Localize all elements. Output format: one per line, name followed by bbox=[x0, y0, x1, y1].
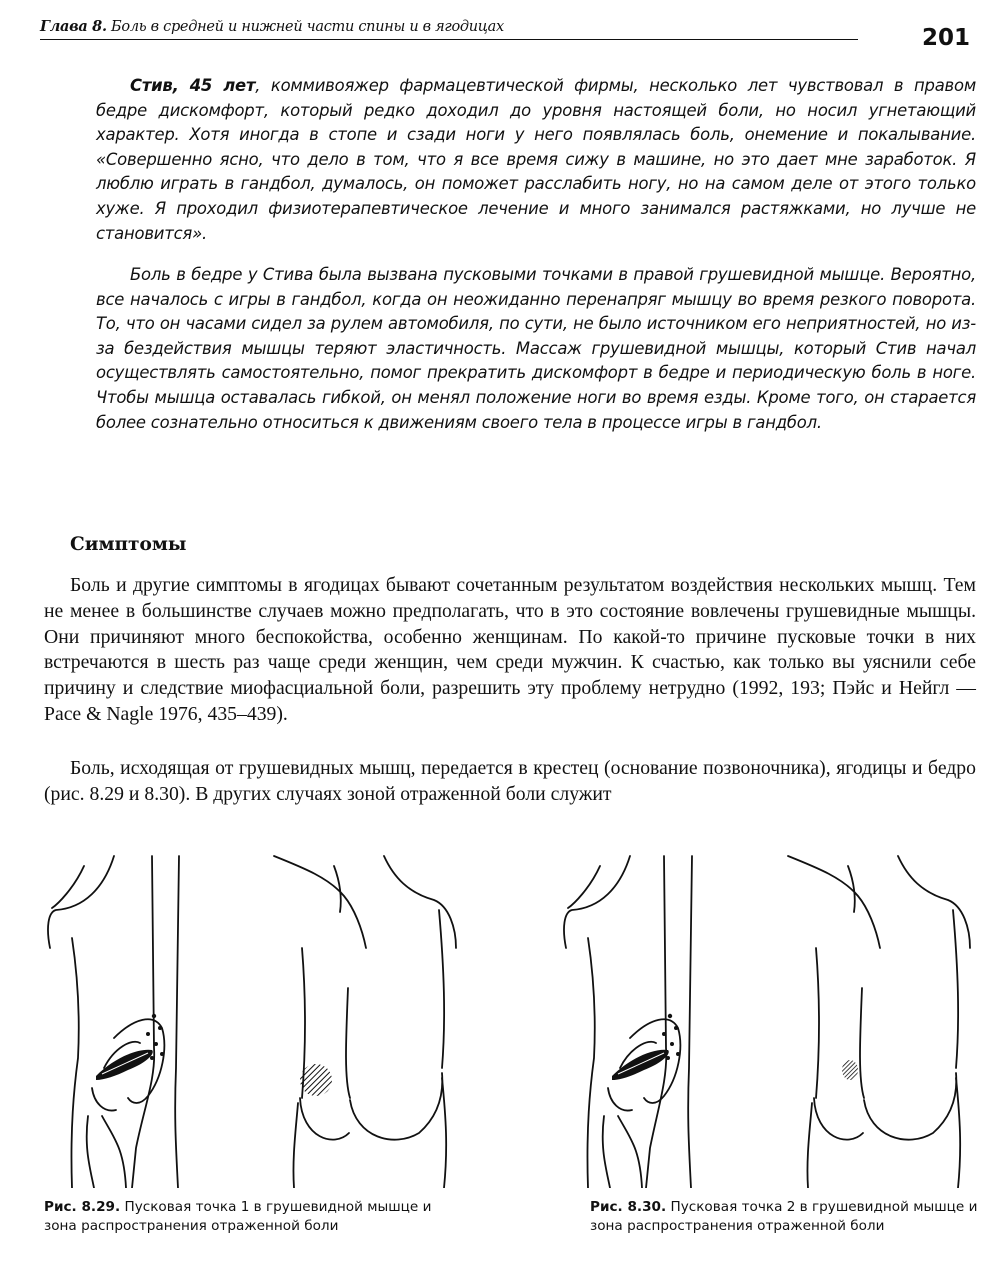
figure-8-30 bbox=[560, 848, 980, 1188]
body-text-2: Боль, исходящая от грушевидных мышц, передается в крестец (основание позвоночника), ягодицы и бедро (рис. 8.29 и 8.30). В других случаях зоной отраженной боли служит bbox=[44, 757, 976, 805]
figure-8-29 bbox=[44, 848, 464, 1188]
figure-8-30-caption bbox=[590, 1198, 990, 1236]
body-text-1: Боль и другие симптомы в ягодицах бывают сочетанным результатом воздействия нескольких мышц. Тем не менее в большинстве случаев можно предполагать, что в это состояние вовлечены грушевидные мышцы. Они причиняют много беспокойства, особенно женщинам. По какой-то причине пусковые точки в них встречаются в шесть раз чаще среди женщин, чем среди мужчин. К счастью, как только вы уяснили себе причину и следствие миофасциальной боли, разрешить эту проблему нетрудно (1992, 193; Пэйс и Нейгл — Pace & Nagle 1976, 435–439). bbox=[44, 574, 976, 725]
case-study-paragraph-2 bbox=[96, 263, 976, 435]
chapter-title: Боль в средней и нижней части спины и в ягодицах bbox=[111, 19, 504, 35]
case-study-text-2: Боль в бедре у Стива была вызвана пусковыми точками в правой грушевидной мышце. Вероятно, все началось с игры в гандбол, когда он неожиданно перенапряг мышцу во время резкого поворота. То, что он часами сидел за рулем автомобиля, по сути, не было источником его неприятностей, но из-за бездействия мышцы теряют эластичность. Массаж грушевидной мышцы, который Стив начал осуществлять самостоятельно, помог прекратить дискомфорт в бедре и периодическую боль в ноге. Чтобы мышца оставалась гибкой, он менял положение ноги во время езды. Кроме того, он старается более сознательно относиться к движениям своего тела в процессе игры в гандбол. bbox=[96, 265, 976, 432]
figure-8-30-caption-text: Пусковая точка 2 в грушевидной мышце и зона распространения отраженной боли bbox=[590, 1199, 978, 1234]
case-study-paragraph-1 bbox=[96, 74, 976, 246]
body-paragraph-1 bbox=[44, 573, 976, 728]
case-study-name: Стив, 45 лет bbox=[130, 76, 256, 95]
figure-8-29-label: Рис. 8.29. bbox=[44, 1199, 121, 1215]
case-study-text-1: , коммивояжер фармацевтической фирмы, несколько лет чувствовал в правом бедре дискомфорт, который редко доходил до уровня настоящей боли, но носил угнетающий характер. Хотя иногда в стопе и сзади ноги у него появлялась боль, онемение и покалывание. «Совершенно ясно, что дело в том, что я все время сижу в машине, но это дает мне заработок. Я люблю играть в гандбол, думалось, он поможет расслабить ногу, но на самом деле от этого только хуже. Я проходил физиотерапевтическое лечение и много занимался растяжками, но лучше не становится». bbox=[96, 76, 976, 243]
back-illustration-8-30 bbox=[560, 848, 980, 1188]
section-title: Симптомы bbox=[70, 534, 187, 555]
page-number: 201 bbox=[921, 25, 970, 51]
running-head bbox=[40, 18, 504, 35]
figure-8-29-caption-text: Пусковая точка 1 в грушевидной мышце и зона распространения отраженной боли bbox=[44, 1199, 432, 1234]
figure-8-29-caption bbox=[44, 1198, 444, 1236]
body-paragraph-2 bbox=[44, 756, 976, 808]
back-illustration-8-29 bbox=[44, 848, 464, 1188]
header-rule bbox=[40, 39, 858, 40]
chapter-label: Глава 8. bbox=[40, 18, 107, 35]
figure-8-30-label: Рис. 8.30. bbox=[590, 1199, 667, 1215]
